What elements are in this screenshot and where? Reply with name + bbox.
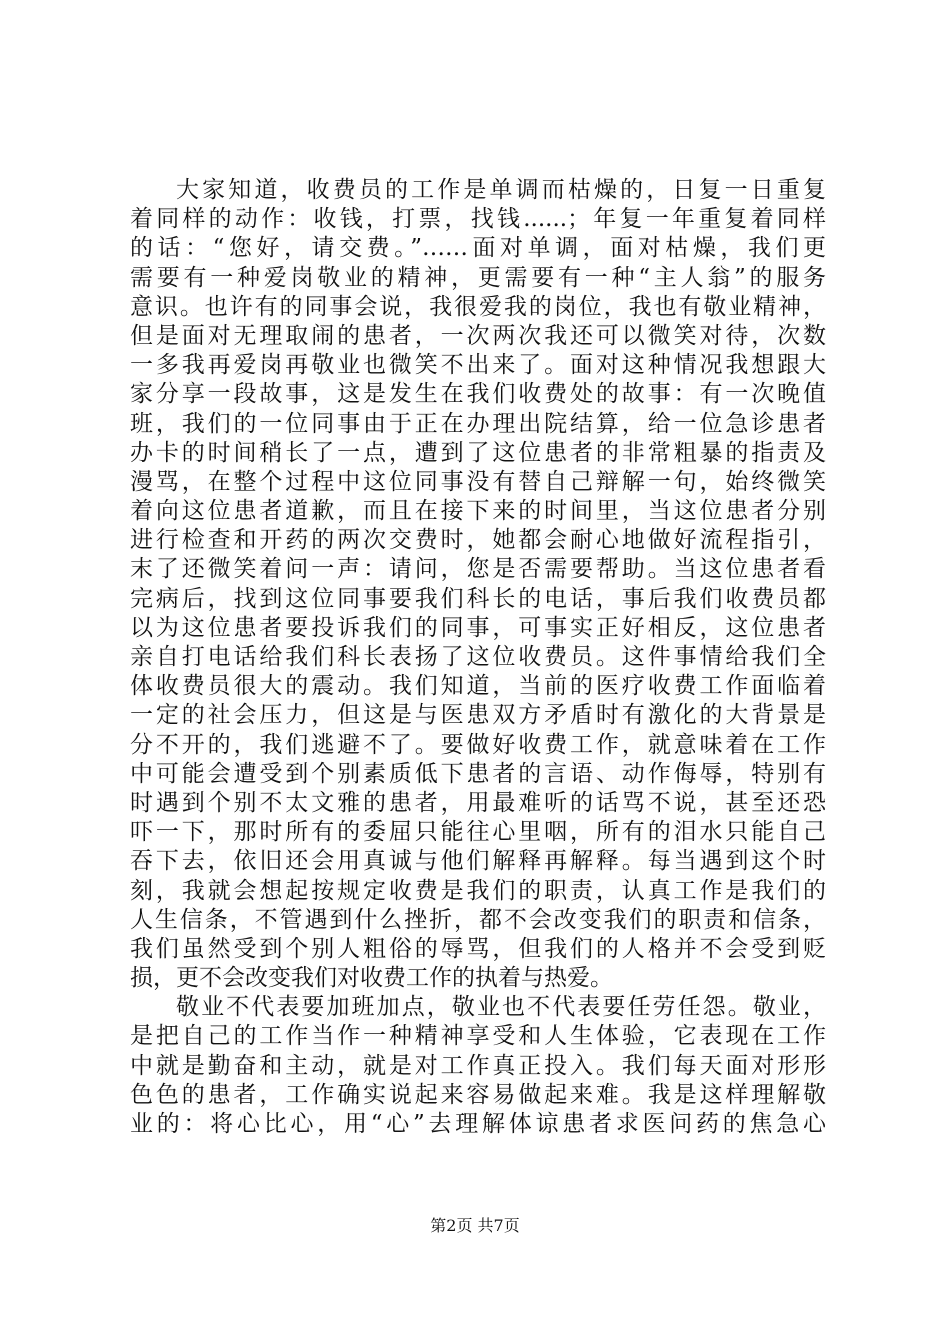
text-line: 完病后，找到这位同事要我们科长的电话，事后我们收费员都 <box>130 585 826 612</box>
text-line: 一多我再爱岗再敬业也微笑不出来了。面对这种情况我想跟大 <box>130 352 826 379</box>
text-line: 漫骂，在整个过程中这位同事没有替自己辩解一句，始终微笑 <box>130 468 826 495</box>
text-line: 分不开的，我们逃避不了。要做好收费工作，就意味着在工作 <box>130 731 826 758</box>
text-line: 意识。也许有的同事会说，我很爱我的岗位，我也有敬业精神， <box>130 293 826 320</box>
paragraph <box>130 176 826 993</box>
text-line: 是把自己的工作当作一种精神享受和人生体验，它表现在工作 <box>130 1023 826 1050</box>
text-line: 班，我们的一位同事由于正在办理出院结算，给一位急诊患者 <box>130 410 826 437</box>
text-line: 一定的社会压力，但这是与医患双方矛盾时有激化的大背景是 <box>130 702 826 729</box>
text-line: 进行检查和开药的两次交费时，她都会耐心地做好流程指引， <box>130 527 826 554</box>
text-line: 人生信条，不管遇到什么挫折，都不会改变我们的职责和信条， <box>130 906 826 933</box>
text-line: 吞下去，依旧还会用真诚与他们解释再解释。每当遇到这个时 <box>130 848 826 875</box>
paragraph <box>130 993 826 1139</box>
text-line: 着向这位患者道歉，而且在接下来的时间里，当这位患者分别 <box>130 498 826 525</box>
text-line: 体收费员很大的震动。我们知道，当前的医疗收费工作面临着 <box>130 673 826 700</box>
text-line: 家分享一段故事，这是发生在我们收费处的故事：有一次晚值 <box>130 381 826 408</box>
text-line: 损，更不会改变我们对收费工作的执着与热爱。 <box>130 965 613 992</box>
body-text <box>130 176 826 1139</box>
text-line: 办卡的时间稍长了一点，遭到了这位患者的非常粗暴的指责及 <box>130 439 826 466</box>
text-line: 刻，我就会想起按规定收费是我们的职责，认真工作是我们的 <box>130 877 826 904</box>
text-line: 时遇到个别不太文雅的患者，用最难听的话骂不说，甚至还恐 <box>130 789 826 816</box>
page-footer: 第2页 共7页 <box>430 1216 520 1235</box>
text-line: 着同样的动作：收钱，打票，找钱......；年复一年重复着同样 <box>130 206 826 233</box>
text-line: 色色的患者，工作确实说起来容易做起来难。我是这样理解敬 <box>130 1081 826 1108</box>
text-line: 但是面对无理取闹的患者，一次两次我还可以微笑对待，次数 <box>130 322 826 349</box>
text-line: 业的：将心比心，用“心”去理解体谅患者求医问药的焦急心 <box>130 1111 826 1137</box>
text-line: 我们虽然受到个别人粗俗的辱骂，但我们的人格并不会受到贬 <box>130 935 826 962</box>
text-line: 以为这位患者要投诉我们的同事，可事实正好相反，这位患者 <box>130 614 826 641</box>
text-line: 大家知道，收费员的工作是单调而枯燥的，日复一日重复 <box>176 177 826 203</box>
text-line: 亲自打电话给我们科长表扬了这位收费员。这件事情给我们全 <box>130 644 826 670</box>
text-line: 中可能会遭受到个别素质低下患者的言语、动作侮辱，特别有 <box>130 760 826 787</box>
text-line: 中就是勤奋和主动，就是对工作真正投入。我们每天面对形形 <box>130 1052 826 1079</box>
text-line: 吓一下，那时所有的委屈只能往心里咽，所有的泪水只能自己 <box>130 819 826 846</box>
text-line: 末了还微笑着问一声：请问，您是否需要帮助。当这位患者看 <box>130 556 826 583</box>
text-line: 需要有一种爱岗敬业的精神，更需要有一种“主人翁”的服务 <box>130 264 826 291</box>
text-line: 敬业不代表要加班加点，敬业也不代表要任劳任怨。敬业， <box>176 994 826 1021</box>
text-line: 的话：“您好，请交费。”……面对单调，面对枯燥，我们更 <box>130 235 826 262</box>
